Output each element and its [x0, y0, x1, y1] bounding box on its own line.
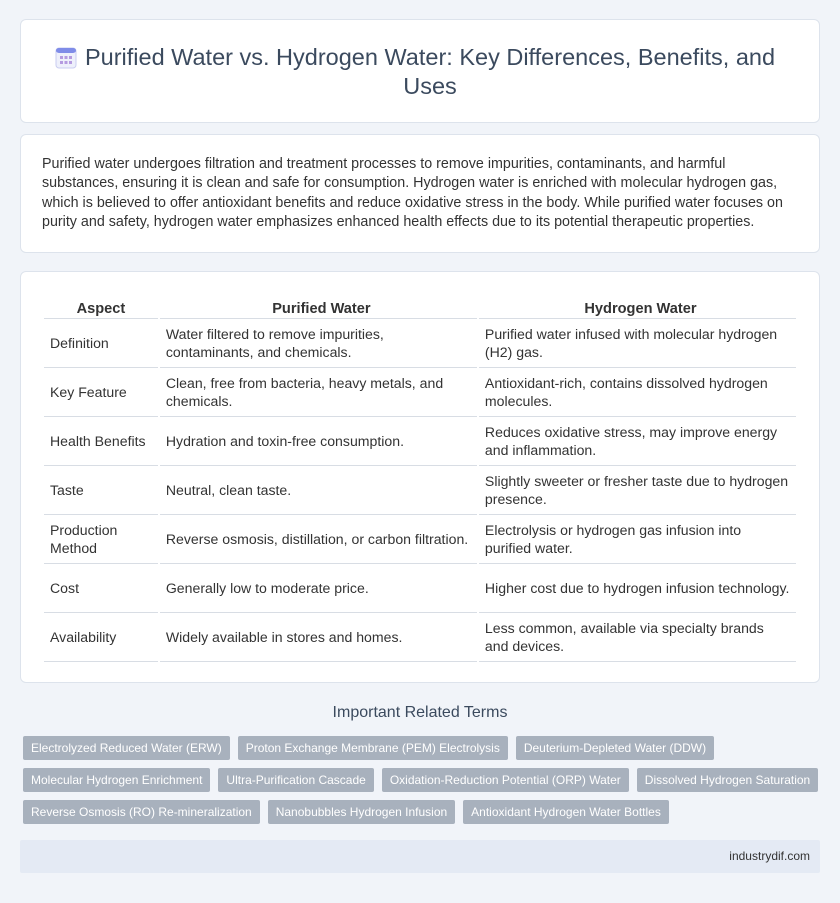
table-row [44, 466, 796, 515]
related-term-tag[interactable]: Oxidation-Reduction Potential (ORP) Water [382, 768, 629, 792]
row-purified: Hydration and toxin-free consumption. [160, 417, 477, 466]
related-term-tag[interactable]: Reverse Osmosis (RO) Re-mineralization [23, 800, 260, 824]
row-aspect: Taste [44, 466, 158, 515]
row-aspect: Production Method [44, 515, 158, 564]
related-term-tag[interactable]: Electrolyzed Reduced Water (ERW) [23, 736, 230, 760]
row-aspect: Cost [44, 564, 158, 613]
row-purified: Widely available in stores and homes. [160, 613, 477, 662]
related-terms-tags [23, 736, 823, 832]
row-hydrogen: Less common, available via specialty brands and devices. [479, 613, 796, 662]
row-purified: Clean, free from bacteria, heavy metals, and chemicals. [160, 368, 477, 417]
row-hydrogen: Antioxidant-rich, contains dissolved hydrogen molecules. [479, 368, 796, 417]
comparison-card [20, 271, 820, 683]
page-title: Purified Water vs. Hydrogen Water: Key Differences, Benefits, and Uses [84, 44, 776, 99]
row-purified: Water filtered to remove impurities, contaminants, and chemicals. [160, 319, 477, 368]
intro-card [20, 134, 820, 253]
related-term-tag[interactable]: Ultra-Purification Cascade [218, 768, 373, 792]
row-aspect: Definition [44, 319, 158, 368]
related-term-tag[interactable]: Proton Exchange Membrane (PEM) Electrolysis [238, 736, 508, 760]
row-hydrogen: Slightly sweeter or fresher taste due to hydrogen presence. [479, 466, 796, 515]
row-aspect: Availability [44, 613, 158, 662]
table-header-row [44, 295, 796, 319]
header-hydrogen-water: Hydrogen Water [479, 295, 796, 319]
row-hydrogen: Electrolysis or hydrogen gas infusion into purified water. [479, 515, 796, 564]
related-term-tag[interactable]: Molecular Hydrogen Enrichment [23, 768, 210, 792]
table-row [44, 319, 796, 368]
related-term-tag[interactable]: Antioxidant Hydrogen Water Bottles [463, 800, 669, 824]
comparison-table [42, 295, 798, 662]
row-hydrogen: Reduces oxidative stress, may improve energy and inflammation. [479, 417, 796, 466]
row-purified: Neutral, clean taste. [160, 466, 477, 515]
title-card [20, 19, 820, 123]
table-row [44, 417, 796, 466]
footer-site[interactable]: industrydif.com [729, 849, 810, 863]
row-aspect: Health Benefits [44, 417, 158, 466]
header-aspect: Aspect [44, 295, 158, 319]
intro-paragraph: Purified water undergoes filtration and treatment processes to remove impurities, contaminants, and harmful substances, ensuring it is clean and safe for consumption. Hydrogen water is enriched with molecular hydrogen gas, which is believed to offer antioxidant benefits and reduce oxidative stress in the body. While purified water focuses on purity and safety, hydrogen water emphasizes enhanced health effects due to its potential therapeutic properties. [42, 156, 783, 230]
related-term-tag[interactable]: Nanobubbles Hydrogen Infusion [268, 800, 455, 824]
row-hydrogen: Higher cost due to hydrogen infusion technology. [479, 564, 796, 613]
footer [20, 840, 820, 873]
table-row [44, 515, 796, 564]
related-term-tag[interactable]: Deuterium-Depleted Water (DDW) [516, 736, 714, 760]
row-purified: Generally low to moderate price. [160, 564, 477, 613]
row-aspect: Key Feature [44, 368, 158, 417]
header-purified-water: Purified Water [160, 295, 477, 319]
table-row [44, 564, 796, 613]
table-row [44, 613, 796, 662]
table-row [44, 368, 796, 417]
related-terms-title: Important Related Terms [332, 704, 508, 721]
related-term-tag[interactable]: Dissolved Hydrogen Saturation [637, 768, 818, 792]
row-hydrogen: Purified water infused with molecular hydrogen (H2) gas. [479, 319, 796, 368]
row-purified: Reverse osmosis, distillation, or carbon filtration. [160, 515, 477, 564]
